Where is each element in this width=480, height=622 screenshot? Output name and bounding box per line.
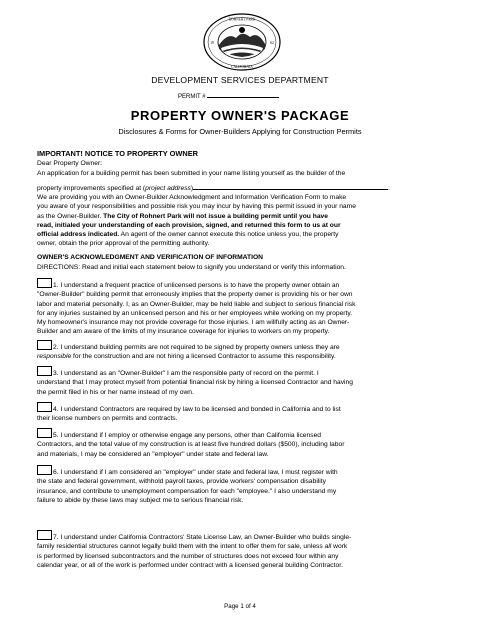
- initial-box-4[interactable]: [37, 402, 52, 412]
- initial-box-3[interactable]: [37, 366, 52, 376]
- initial-box-1[interactable]: [37, 278, 52, 288]
- city-seal-logo: [202, 12, 282, 72]
- ack-item-7: 7. I understand under California Contractors' State License Law, an Owner-Builder who builds single- family residential structures cannot legally build them with the intent to offer them for sale, unless all work is performed by licensed subcontractors and the number of structures does not exceed four within any calendar year, or all of the work is performed under contract with a licensed general building Contractor.: [37, 530, 449, 570]
- ack-heading: OWNER'S ACKNOWLEDGMENT AND VERIFICATION OF INFORMATION: [37, 254, 263, 261]
- initial-box-6[interactable]: [37, 465, 52, 475]
- initial-box-2[interactable]: [37, 340, 52, 350]
- ack-item-2: 2. I understand building permits are not required to be signed by property owners unless they are responsible for the construction and are not hiring a licensed Contractor to assume this responsibility.: [37, 340, 449, 362]
- ack-item-5: 5. I understand if I employ or otherwise engage any persons, other than California licensed Contractors, and the total value of my construction is at least five hundred dollars ($500), including labor and materials, I may be considered an "employer" under state and federal law.: [37, 428, 449, 459]
- ack-item-6: 6. I understand if I am considered an "employer" under state and federal law, I must register with the state and federal government, withhold payroll taxes, provide workers' compensation disability insurance, and contribute to unemployment compensation for each "employee." I also understand my failure to abide by these laws may subject me to serious financial risk.: [37, 465, 449, 505]
- page-subtitle: Disclosures & Forms for Owner-Builders Applying for Construction Permits: [118, 127, 362, 136]
- department-name: DEVELOPMENT SERVICES DEPARTMENT: [151, 75, 329, 85]
- notice-heading: IMPORTANT! NOTICE TO PROPERTY OWNER: [37, 149, 198, 158]
- initial-box-5[interactable]: [37, 428, 52, 438]
- seal-top-text: ROHNERT PARK: [228, 17, 256, 22]
- seal-bottom-text: CALIFORNIA: [231, 65, 253, 69]
- seal-left-year: 19: [210, 41, 214, 45]
- initial-box-7[interactable]: [37, 530, 52, 540]
- permit-label: PERMIT #: [178, 94, 206, 100]
- ack-item-1: 1. I understand a frequent practice of unlicensed persons is to have the property owner obtain an "Owner-Builder" building permit that erroneously implies that the property owner is providing his or her own labor and material personally. I, as an Owner-Builder, may be held liable and subject to serious financial risk for any injuries sustained by an unlicensed person and his or her employees while working on my property. My homeowner's insurance may not provide coverage for those injuries. I am willfully acting as an Owner- Builder and am aware of the limits of my insurance coverage for injuries to workers on my property.: [37, 278, 449, 337]
- page-title: PROPERTY OWNER'S PACKAGE: [130, 108, 350, 123]
- ack-item-4: 4. I understand Contractors are required by law to be licensed and bonded in California and to list their license numbers on permits and contracts.: [37, 402, 449, 424]
- notice-salutation: Dear Property Owner:: [37, 160, 103, 167]
- project-address-field[interactable]: [193, 183, 388, 190]
- notice-paragraph-3: We are providing you with an Owner-Builder Acknowledgment and Information Verification Form to make you aware of your responsibilities and possible risk you may incur by having this permit issued in your name as the Owner-Builder. The City of Rohnert Park will not issue a building permit until you have read, initialed your understanding of each provision, signed, and returned this form to us at our official address indicated. An agent of the owner cannot execute this notice unless you, the property owner, obtain the prior approval of the permitting authority.: [37, 194, 356, 248]
- project-address-line[interactable]: property improvements specified at (project address) .: [37, 185, 390, 192]
- permit-number-line[interactable]: [207, 91, 279, 98]
- notice-paragraph-1: An application for a building permit has been submitted in your name listing yourself as the builder of the: [37, 169, 346, 177]
- ack-directions: DIRECTIONS: Read and initial each statement below to signify you understand or verify this information.: [37, 263, 346, 271]
- seal-right-year: 62: [270, 41, 274, 45]
- permit-number-field[interactable]: [178, 91, 279, 100]
- page-number: Page 1 of 4: [224, 603, 256, 610]
- ack-item-3: 3. I understand as an "Owner-Builder" I am the responsible party of record on the permit. I understand that I may protect myself from potential financial risk by hiring a licensed Contractor and having the permit filed in his or her name instead of my own.: [37, 366, 449, 397]
